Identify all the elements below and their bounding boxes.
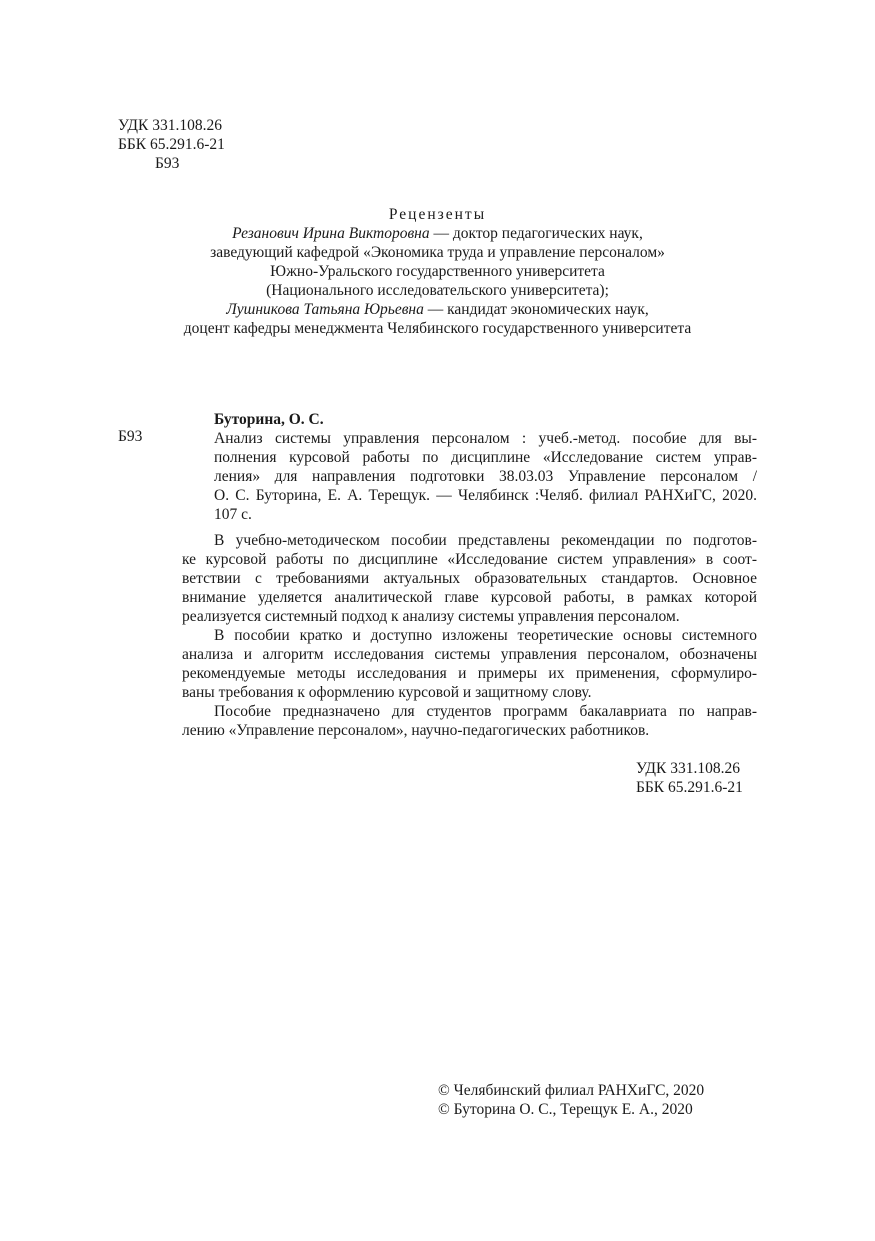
reviewer-1-line-1 [100,224,775,243]
record-line: О. С. Буторина, Е. А. Терещук. — Челябинск :Челяб. филиал РАНХиГС, 2020. [214,487,757,504]
abstract-line: анализа и алгоритм исследования системы управления персоналом, обозначены [182,646,757,663]
record-line: полнения курсовой работы по дисциплине «Исследование систем управ- [214,449,757,466]
reviewer-2-line-1 [100,300,775,319]
author-mark: Б93 [155,155,180,172]
record-line: ления» для направления подготовки 38.03.03 Управление персоналом / [214,468,757,485]
reviewer-1-line-3: Южно-Уральского государственного университета [270,263,605,280]
abstract-paragraph-1 [182,531,757,626]
reviewer-1-title: — доктор педагогических наук, [429,225,643,242]
classification-top [118,116,225,173]
abstract-line: ветствии с требованиями актуальных образовательных стандартов. Основное [182,570,757,587]
udk-code: УДК 331.108.26 [118,117,222,134]
abstract-line: рекомендуемые методы исследования и примеры их применения, сформулиро- [182,665,757,682]
abstract-line: В учебно-методическом пособии представлены рекомендации по подготов- [214,532,757,549]
abstract-line: В пособии кратко и доступно изложены теоретические основы системного [214,627,757,644]
abstract-paragraph-2 [182,626,757,702]
record-line: Анализ системы управления персоналом : учеб.-метод. пособие для вы- [214,430,757,447]
abstract-line: реализуется системный подход к анализу системы управления персоналом. [182,608,680,625]
record-description [214,429,757,524]
side-author-mark: Б93 [118,428,143,445]
copyright-block [438,1081,704,1119]
reviewer-2-name: Лушникова Татьяна Юрьевна [226,301,424,318]
copyright-line-1: © Челябинский филиал РАНХиГС, 2020 [438,1082,705,1099]
reviewer-1-name: Резанович Ирина Викторовна [232,225,430,242]
bibliographic-record [214,410,757,524]
copyright-line-2: © Буторина О. С., Терещук Е. А., 2020 [438,1101,693,1118]
reviewers-block [100,205,775,338]
reviewers-heading: Рецензенты [388,206,487,223]
abstract-paragraph-3 [182,702,757,740]
abstract [182,531,757,740]
abstract-line: Пособие предназначено для студентов программ бакалавриата по направ- [214,703,757,720]
abstract-line: лению «Управление персоналом», научно-педагогических работников. [182,722,650,739]
record-line: 107 с. [214,506,252,523]
bbk-code: ББК 65.291.6-21 [118,136,225,153]
reviewer-1-line-2: заведующий кафедрой «Экономика труда и управление персоналом» [210,244,665,261]
classification-bottom [636,759,743,797]
abstract-line: внимание уделяется аналитической главе курсовой работы, в рамках которой [182,589,757,606]
reviewer-2-line-2: доцент кафедры менеджмента Челябинского государственного университета [183,320,692,337]
abstract-line: ке курсовой работы по дисциплине «Исследование систем управления» в соот- [182,551,757,568]
udk-code-bottom: УДК 331.108.26 [636,760,740,777]
reviewer-2-title: — кандидат экономических наук, [423,301,649,318]
reviewer-1-line-4: (Национального исследовательского университета); [266,282,609,299]
abstract-line: ваны требования к оформлению курсовой и защитному слову. [182,684,592,701]
record-author: Буторина, О. С. [214,411,324,428]
bbk-code-bottom: ББК 65.291.6-21 [636,779,743,796]
